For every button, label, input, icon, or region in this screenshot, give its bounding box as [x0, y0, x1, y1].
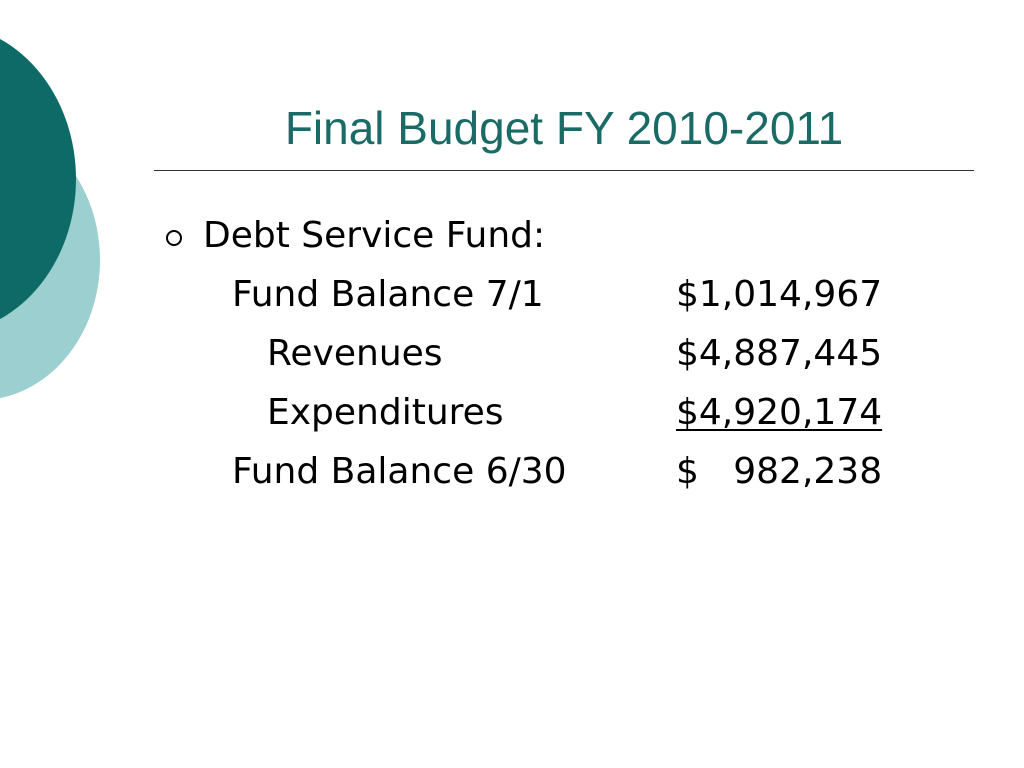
row-value-fund-balance-end: $ 982,238: [676, 451, 883, 492]
row-label-fund-balance-start: Fund Balance 7/1: [232, 274, 544, 315]
row-label-expenditures: Expenditures: [267, 392, 504, 433]
slide-title: Final Budget FY 2010-2011: [284, 102, 844, 154]
row-value-revenues: $4,887,445: [676, 333, 883, 374]
title-divider: [154, 170, 974, 171]
fund-heading: Debt Service Fund:: [203, 215, 546, 256]
row-value-expenditures: $4,920,174: [676, 392, 883, 433]
row-label-fund-balance-end: Fund Balance 6/30: [232, 451, 567, 492]
row-label-revenues: Revenues: [267, 333, 443, 374]
hollow-circle-bullet-icon: [166, 230, 182, 246]
row-value-fund-balance-start: $1,014,967: [676, 274, 883, 315]
